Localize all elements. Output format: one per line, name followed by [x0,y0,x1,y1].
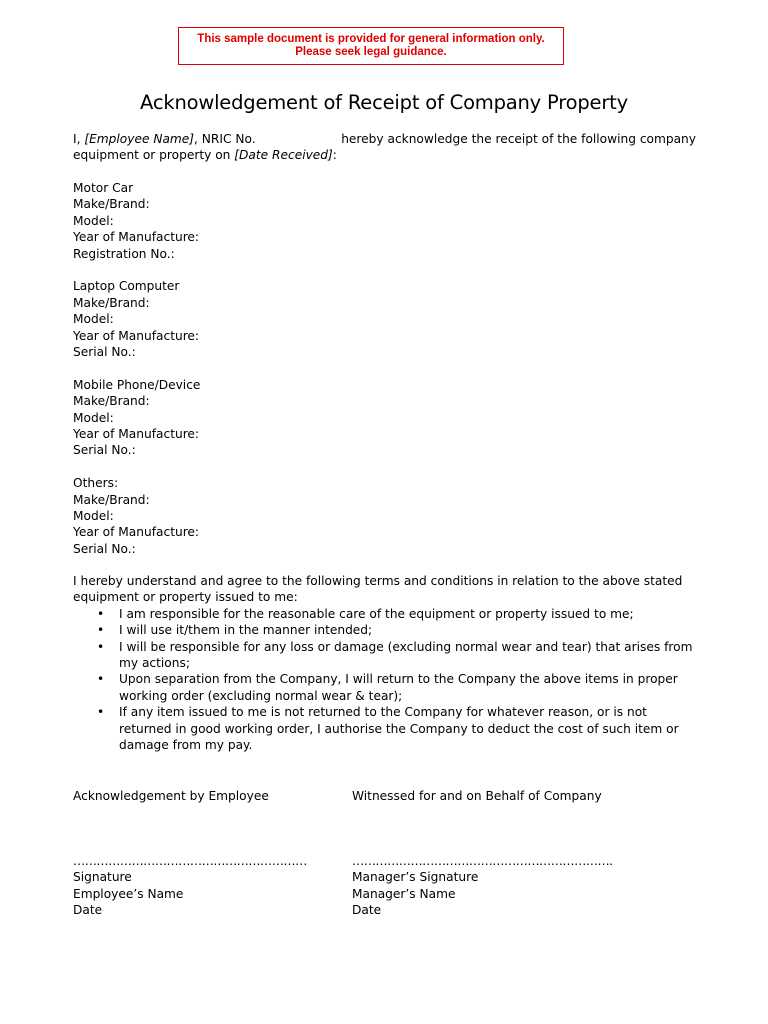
term-text: I will use it/them in the manner intended; [119,623,373,638]
term-text: Upon separation from the Company, I will return to the Company the above items in proper working order (excluding normal wear & tear); [119,672,678,703]
field-label: Serial No.: [73,443,136,458]
date-label: Date [73,903,103,918]
section-heading: Others: [73,476,119,491]
bullet-icon: • [97,623,105,638]
intro-nric: , NRIC No. [194,132,256,146]
field-label: Model: [73,410,114,425]
intro-i: I, [73,132,85,146]
field-label: Year of Manufacture: [73,230,200,245]
list-item [73,606,696,622]
bullet-icon: • [97,672,105,687]
employee-signature-block [73,788,323,919]
employee-name-label: Employee’s Name [73,886,184,901]
manager-signature-label: Manager’s Signature [352,870,479,885]
date-label: Date [352,903,382,918]
company-witness-heading: Witnessed for and on Behalf of Company [352,789,602,803]
field-label: Serial No.: [73,345,136,360]
employee-name-placeholder: [Employee Name] [84,132,195,146]
field-label: Model: [73,312,114,327]
employee-signature-line: …………………………………………………… [73,854,307,868]
field-label: Model: [73,509,114,524]
signature-label: Signature [73,870,132,885]
section-heading: Motor Car [73,181,134,195]
section-mobile-phone [73,377,693,459]
field-label: Model: [73,213,114,228]
list-item [73,622,696,638]
list-item [73,639,696,672]
field-label: Registration No.: [73,246,175,261]
manager-signature-line: …………………………………………………………. [352,854,613,868]
document-title: Acknowledgement of Receipt of Company Property [140,91,628,114]
field-label: Year of Manufacture: [73,525,200,540]
intro-line2-suffix: : [332,148,337,163]
term-text: I will be responsible for any loss or damage (excluding normal wear and tear) that arises from my actions; [119,639,693,671]
intro-paragraph [73,131,696,164]
section-heading: Mobile Phone/Device [73,377,201,392]
terms-intro: I hereby understand and agree to the following terms and conditions in relation to the above stated equipment or property issued to me: [73,574,683,605]
field-label: Make/Brand: [73,492,150,507]
disclaimer-box [178,27,564,65]
field-label: Make/Brand: [73,295,150,310]
intro-acknowledge: hereby acknowledge the receipt of the following company [341,132,696,146]
date-received-placeholder: [Date Received] [234,148,333,163]
disclaimer-line-1: This sample document is provided for general information only. [197,33,545,45]
bullet-icon: • [97,639,105,654]
section-laptop-computer [73,278,693,360]
manager-name-label: Manager’s Name [352,886,456,901]
field-label: Serial No.: [73,541,136,556]
terms-list [73,606,696,754]
property-sections [73,180,693,574]
company-signature-block [352,788,652,919]
term-text: If any item issued to me is not returned to the Company for whatever reason, or is not returned in good working order, I authorise the Company to deduct the cost of such item or damage from my pay. [119,705,679,753]
section-heading: Laptop Computer [73,279,180,294]
field-label: Year of Manufacture: [73,328,200,343]
intro-line2-prefix: equipment or property on [73,148,235,163]
section-others [73,475,693,557]
field-label: Make/Brand: [73,394,150,409]
terms-section [73,573,696,753]
term-text: I am responsible for the reasonable care of the equipment or property issued to me; [119,606,634,621]
field-label: Year of Manufacture: [73,427,200,442]
employee-ack-heading: Acknowledgement by Employee [73,789,269,803]
bullet-icon: • [97,606,105,621]
list-item [73,704,696,753]
field-label: Make/Brand: [73,197,150,212]
bullet-icon: • [97,705,105,720]
list-item [73,671,696,704]
disclaimer-line-2: Please seek legal guidance. [295,46,447,58]
section-motor-car [73,180,693,262]
